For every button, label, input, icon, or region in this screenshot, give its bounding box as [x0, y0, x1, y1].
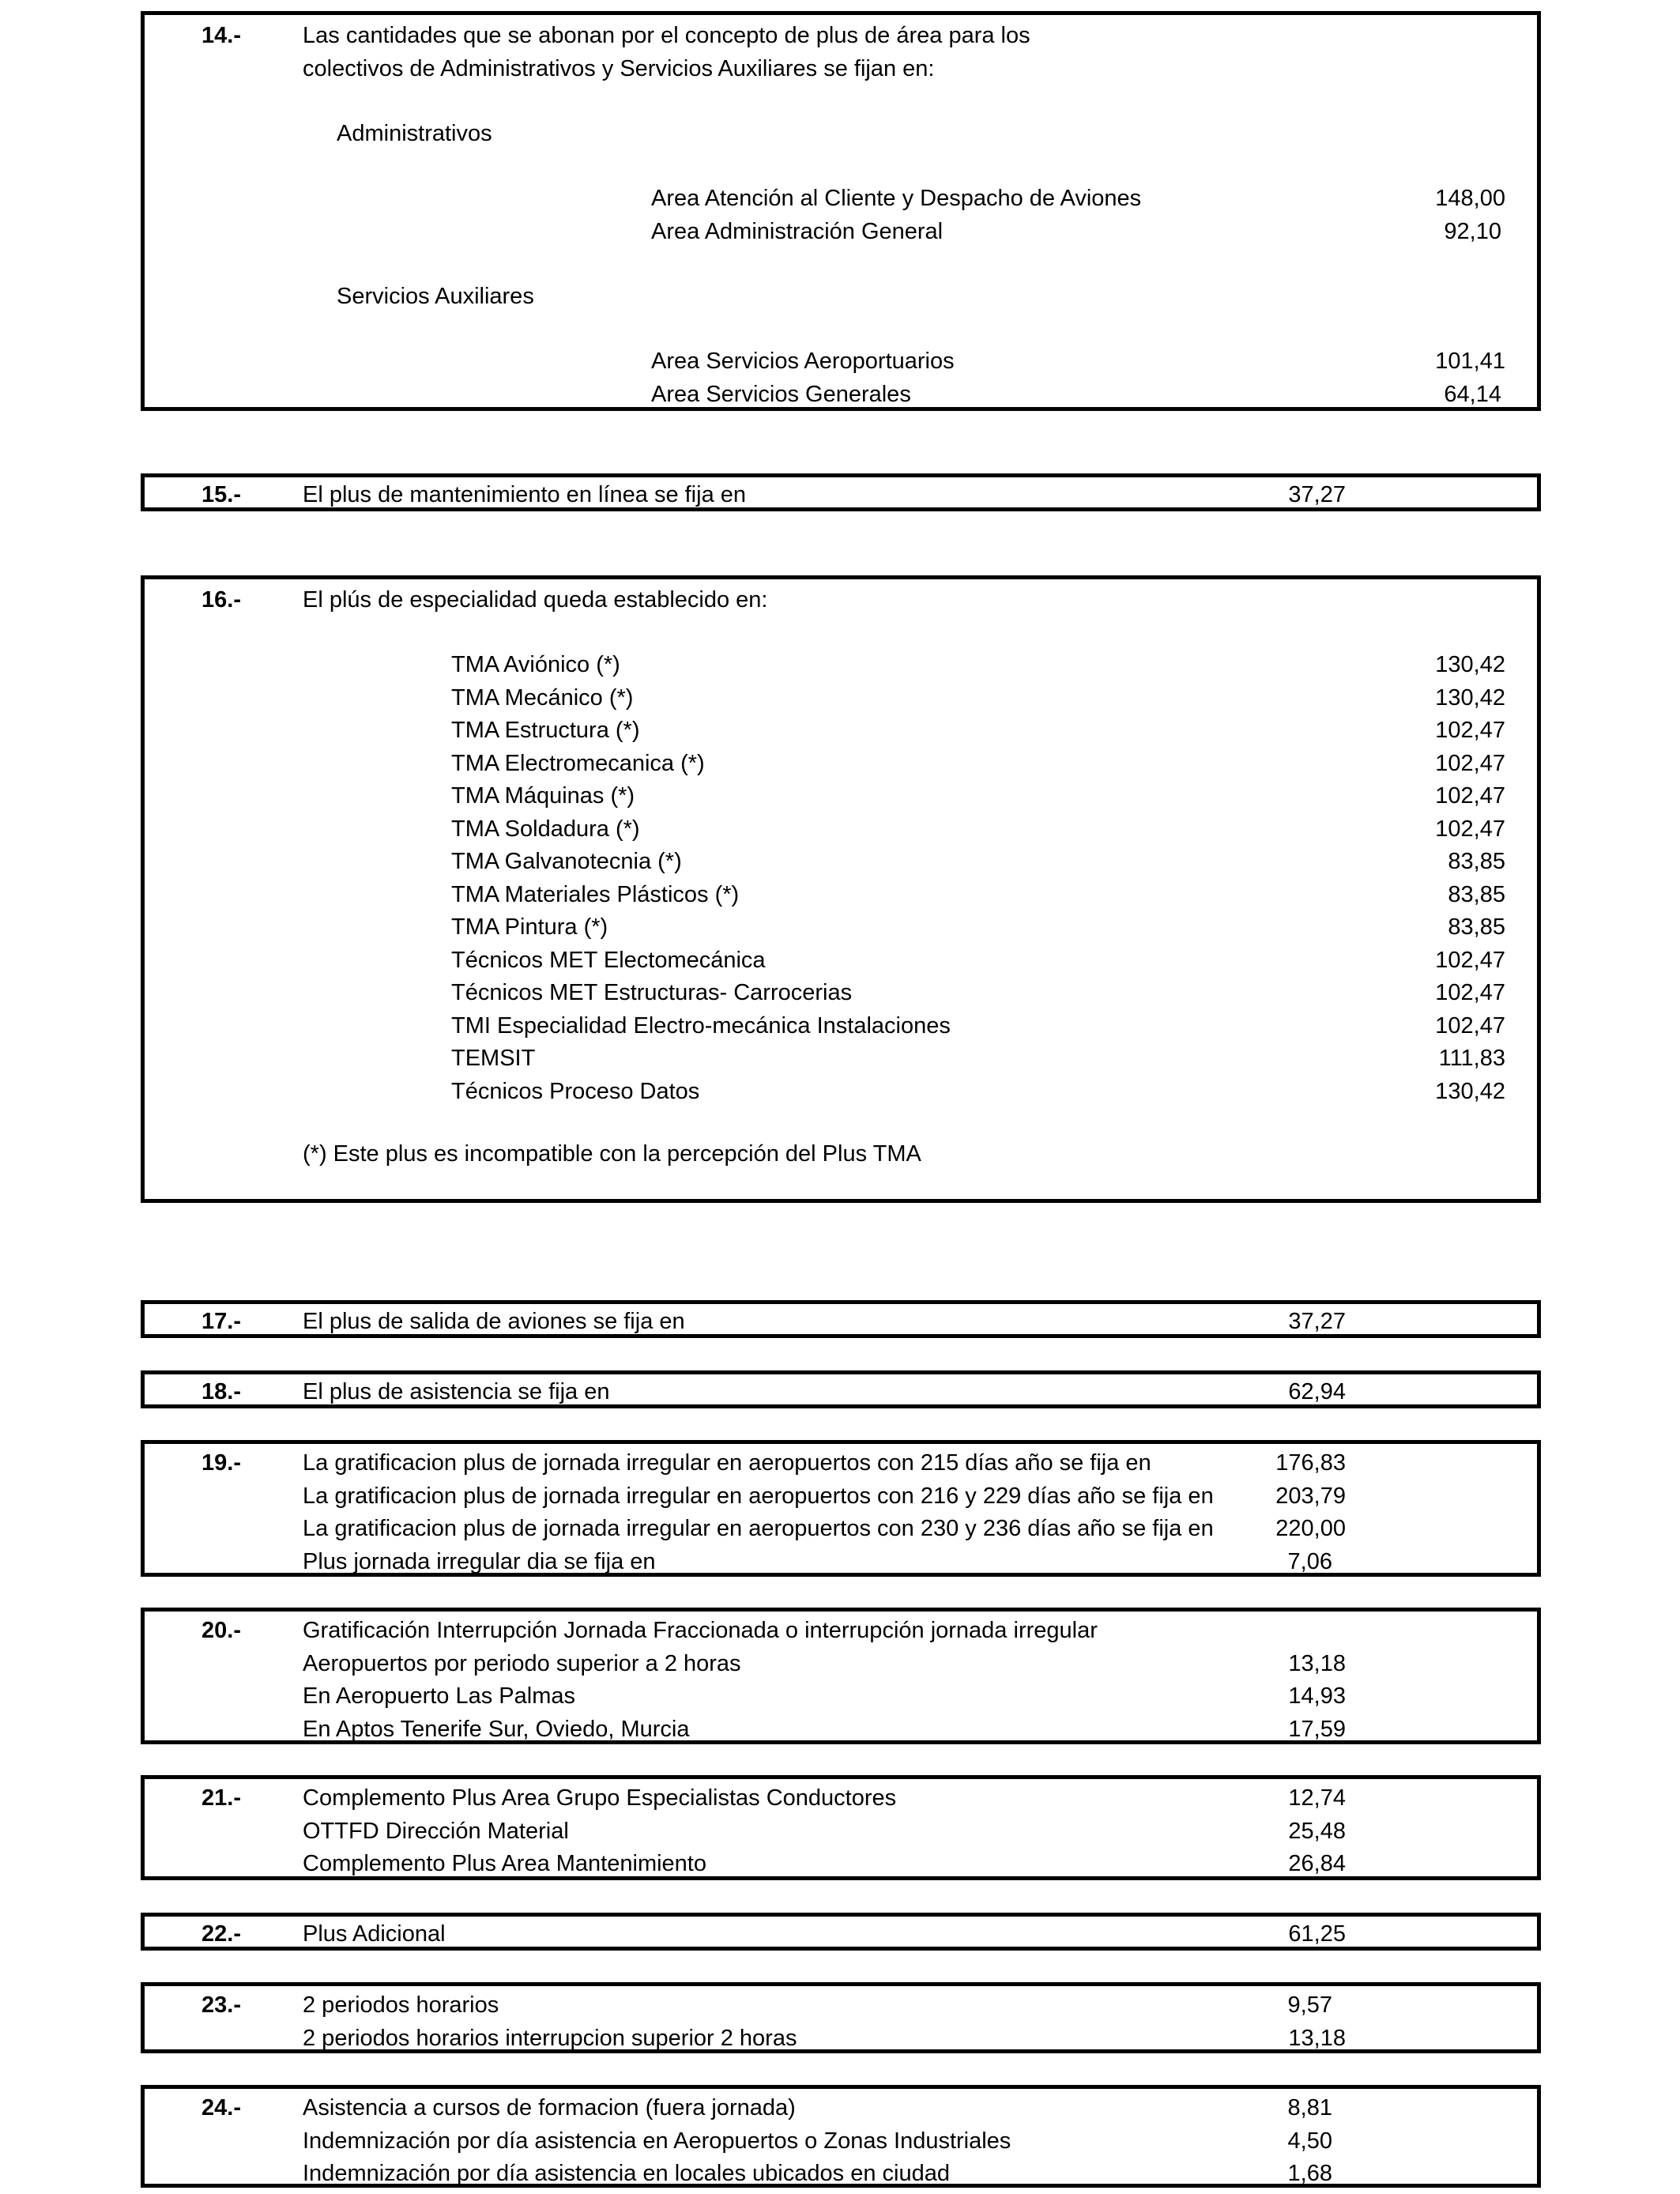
- item-label: La gratificacion plus de jornada irregular en aeropuertos con 215 días año se fija en: [303, 1450, 1151, 1476]
- section-19: [141, 1440, 1541, 1577]
- item-value: 17,59: [1288, 1717, 1346, 1742]
- section-number: 21.-: [202, 1785, 241, 1811]
- group-title-aux: Servicios Auxiliares: [337, 284, 534, 309]
- section-14: [141, 11, 1541, 411]
- specialty-value: 83,85: [1448, 881, 1505, 907]
- item-label: Complemento Plus Area Mantenimiento: [303, 1851, 706, 1876]
- section-number: 20.-: [202, 1618, 241, 1643]
- item-value: 220,00: [1275, 1516, 1346, 1541]
- item-value: 61,25: [1288, 1921, 1346, 1947]
- item-value: 64,14: [1444, 382, 1501, 407]
- item-label: Indemnización por día asistencia en locales ubicados en ciudad: [303, 2161, 950, 2186]
- specialty-value: 130,42: [1435, 684, 1505, 711]
- specialty-label: Técnicos MET Estructuras- Carrocerias: [451, 980, 853, 1005]
- section-number: 17.-: [202, 1309, 241, 1334]
- specialty-value: 130,42: [1435, 1078, 1505, 1104]
- item-label: 2 periodos horarios interrupcion superior 2 horas: [303, 2026, 797, 2051]
- item-label: El plus de salida de aviones se fija en: [303, 1309, 685, 1334]
- section-22: [141, 1913, 1541, 1951]
- label-clip: [303, 1444, 1383, 1577]
- specialty-value: 83,85: [1448, 914, 1505, 940]
- specialty-label: TMA Mecánico (*): [451, 684, 634, 711]
- section-24: [141, 2085, 1541, 2188]
- specialty-value: 102,47: [1435, 718, 1505, 743]
- specialty-label: TMA Estructura (*): [451, 718, 640, 743]
- item-value: 9,57: [1287, 1992, 1332, 2018]
- item-label: Area Servicios Aeroportuarios: [651, 349, 955, 374]
- item-value: 7,06: [1287, 1549, 1332, 1574]
- footnote: (*) Este plus es incompatible con la percepción del Plus TMA: [303, 1141, 921, 1167]
- item-value: 26,84: [1288, 1851, 1346, 1876]
- section-23: [141, 1982, 1541, 2053]
- specialty-value: 102,47: [1435, 750, 1505, 776]
- section-number: 16.-: [202, 587, 241, 613]
- item-value: 148,00: [1435, 186, 1505, 211]
- specialty-label: TEMSIT: [451, 1046, 536, 1071]
- item-label: En Aptos Tenerife Sur, Oviedo, Murcia: [303, 1717, 690, 1742]
- section-number: 18.-: [202, 1379, 241, 1404]
- section-21: [141, 1775, 1541, 1880]
- section-number: 23.-: [202, 1992, 241, 2018]
- item-value: 203,79: [1275, 1483, 1346, 1509]
- specialty-value: 83,85: [1448, 849, 1505, 874]
- item-value: 37,27: [1288, 1309, 1346, 1334]
- section-intro: Gratificación Interrupción Jornada Fraccionada o interrupción jornada irregular: [303, 1618, 1098, 1643]
- item-label: Asistencia a cursos de formacion (fuera jornada): [303, 2095, 796, 2120]
- section-16: [141, 575, 1541, 1203]
- section-20: [141, 1608, 1541, 1744]
- specialty-label: Técnicos MET Electomecánica: [451, 947, 766, 973]
- item-label: La gratificacion plus de jornada irregular en aeropuertos con 230 y 236 días año se fija en: [303, 1516, 1214, 1541]
- item-label: La gratificacion plus de jornada irregular en aeropuertos con 216 y 229 días año se fija en: [303, 1483, 1214, 1509]
- item-value: 37,27: [1288, 482, 1346, 507]
- section-number: 24.-: [202, 2095, 241, 2120]
- item-value: 8,81: [1287, 2095, 1332, 2120]
- item-label: Plus Adicional: [303, 1921, 446, 1947]
- specialty-value: 130,42: [1435, 652, 1505, 677]
- specialty-value: 102,47: [1435, 1012, 1505, 1039]
- section-number: 14.-: [202, 23, 241, 48]
- section-number: 22.-: [202, 1921, 241, 1947]
- section-number: 15.-: [202, 482, 241, 507]
- item-label: Area Atención al Cliente y Despacho de Aviones: [651, 186, 1142, 211]
- item-value: 62,94: [1288, 1379, 1346, 1404]
- section-18: [141, 1370, 1541, 1408]
- item-value: 14,93: [1288, 1683, 1346, 1709]
- section-intro: El plús de especialidad queda establecido en:: [303, 587, 768, 613]
- specialty-value: 102,47: [1435, 980, 1505, 1005]
- item-label: Area Administración General: [651, 219, 944, 244]
- item-value: 25,48: [1288, 1819, 1346, 1844]
- item-value: 1,68: [1287, 2161, 1332, 2186]
- section-intro: colectivos de Administrativos y Servicios Auxiliares se fijan en:: [303, 56, 935, 81]
- item-value: 12,74: [1288, 1785, 1346, 1811]
- specialty-label: Técnicos Proceso Datos: [451, 1078, 700, 1104]
- specialty-label: TMI Especialidad Electro-mecánica Instalaciones: [451, 1012, 951, 1039]
- item-label: Complemento Plus Area Grupo Especialistas Conductores: [303, 1785, 897, 1811]
- section-17: [141, 1300, 1541, 1338]
- item-value: 4,50: [1287, 2128, 1332, 2154]
- item-label: 2 periodos horarios: [303, 1992, 499, 2018]
- section-intro: Las cantidades que se abonan por el concepto de plus de área para los: [303, 23, 1030, 48]
- item-value: 176,83: [1275, 1450, 1346, 1476]
- specialty-label: TMA Pintura (*): [451, 914, 608, 940]
- item-label: El plus de mantenimiento en línea se fija en: [303, 482, 747, 507]
- item-label: Area Servicios Generales: [651, 382, 911, 407]
- item-value: 13,18: [1288, 1651, 1346, 1676]
- section-15: [141, 473, 1541, 511]
- specialty-value: 102,47: [1435, 816, 1505, 842]
- specialty-label: TMA Materiales Plásticos (*): [451, 881, 740, 907]
- item-value: 101,41: [1435, 349, 1505, 374]
- specialty-label: TMA Galvanotecnia (*): [451, 849, 682, 874]
- item-label: Plus jornada irregular dia se fija en: [303, 1549, 656, 1574]
- item-value: 13,18: [1288, 2026, 1346, 2051]
- specialty-label: TMA Soldadura (*): [451, 816, 640, 842]
- specialty-label: TMA Electromecanica (*): [451, 750, 705, 776]
- item-label: OTTFD Dirección Material: [303, 1819, 569, 1844]
- section-number: 19.-: [202, 1450, 241, 1476]
- item-label: Indemnización por día asistencia en Aeropuertos o Zonas Industriales: [303, 2128, 1011, 2154]
- specialty-value: 111,83: [1438, 1046, 1505, 1071]
- specialty-label: TMA Aviónico (*): [451, 652, 620, 677]
- specialty-value: 102,47: [1435, 947, 1505, 973]
- item-label: El plus de asistencia se fija en: [303, 1379, 610, 1404]
- group-title-admin: Administrativos: [337, 121, 492, 146]
- item-value: 92,10: [1444, 219, 1501, 244]
- item-label: En Aeropuerto Las Palmas: [303, 1683, 575, 1709]
- specialty-label: TMA Máquinas (*): [451, 783, 635, 809]
- item-label: Aeropuertos por periodo superior a 2 horas: [303, 1651, 741, 1676]
- specialty-value: 102,47: [1435, 783, 1505, 809]
